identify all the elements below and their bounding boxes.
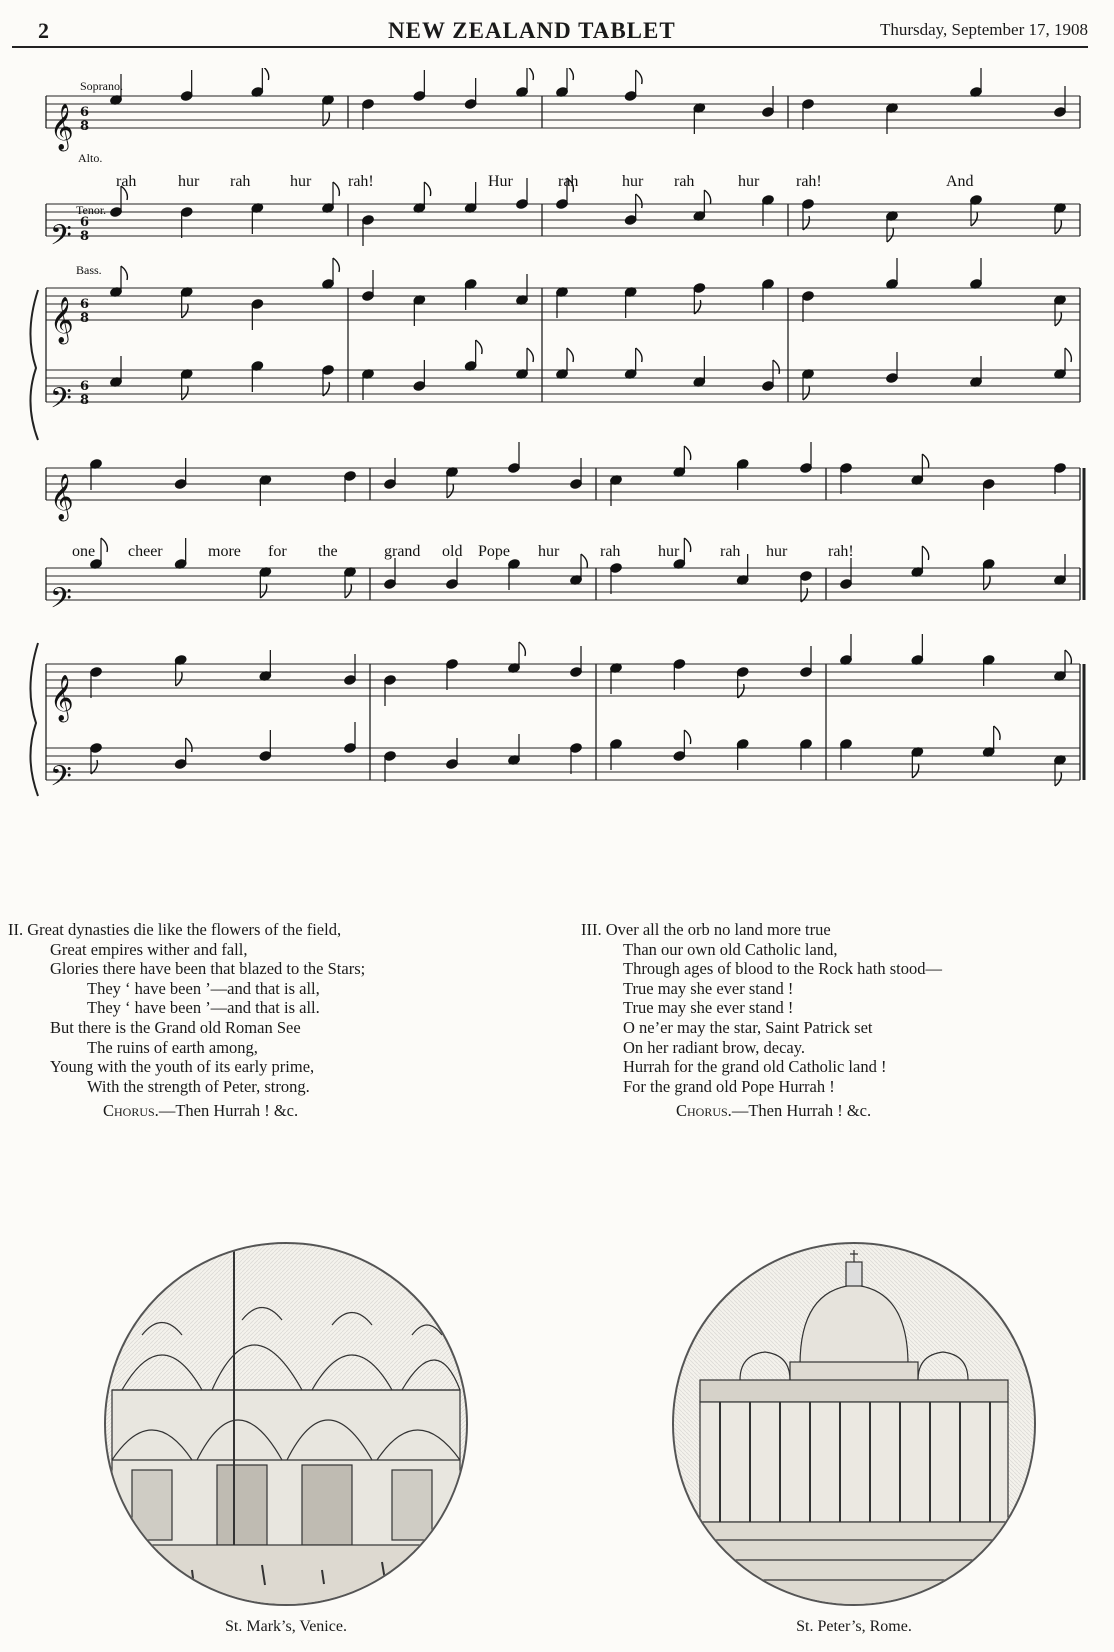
note-flag xyxy=(527,348,533,362)
note-flag xyxy=(333,258,339,272)
note-flag xyxy=(101,538,107,552)
note-flag xyxy=(684,446,690,460)
note-flag xyxy=(1055,772,1061,786)
note-flag xyxy=(333,182,339,196)
treble-clef-icon: 𝄞 xyxy=(50,675,74,721)
lyric-syllable: hur xyxy=(766,543,788,560)
note-flag xyxy=(684,730,690,744)
bass-clef-icon: 𝄢 xyxy=(50,382,72,422)
note-flag xyxy=(476,340,482,354)
note-flag xyxy=(567,348,573,362)
lyric-syllable: Pope xyxy=(478,543,510,560)
note-flag xyxy=(447,484,453,498)
verse-line: Young with the youth of its early prime, xyxy=(50,1057,315,1077)
note-flag xyxy=(887,228,893,242)
lyric-syllable: And xyxy=(946,173,974,190)
lyric-syllable: Hur xyxy=(488,173,513,190)
verse-line: They ‘ have been ’—and that is all. xyxy=(87,998,320,1018)
svg-text:6: 6 xyxy=(80,105,90,120)
lyric-syllable: one xyxy=(72,543,96,560)
clefs xyxy=(50,104,74,800)
lyric-syllable: rah! xyxy=(796,173,822,190)
note-flag xyxy=(971,212,977,226)
note-flag xyxy=(773,360,779,374)
note-flag xyxy=(684,538,690,552)
note-flag xyxy=(704,190,710,204)
note-flag xyxy=(984,576,990,590)
note-flag xyxy=(176,672,182,686)
verse-three xyxy=(581,920,1081,1121)
verse-line: For the grand old Pope Hurrah ! xyxy=(623,1076,835,1096)
note-flag xyxy=(262,68,268,80)
verse-two xyxy=(8,920,508,1121)
bass-clef-icon: 𝄢 xyxy=(50,760,72,800)
verse-line: III. Over all the orb no land more true xyxy=(581,920,831,939)
verse-line: With the strength of Peter, strong. xyxy=(87,1076,310,1096)
note-flag xyxy=(323,112,329,126)
bass-clef-icon: 𝄢 xyxy=(50,219,72,259)
barlines xyxy=(46,96,1084,780)
st-marks-engraving xyxy=(102,1240,470,1608)
masthead-title: NEW ZEALAND TABLET xyxy=(388,18,676,43)
note-flag xyxy=(424,182,430,196)
svg-text:6: 6 xyxy=(80,379,90,394)
note-flag xyxy=(182,304,188,318)
note-flag xyxy=(1055,220,1061,234)
staff-lines xyxy=(46,96,1080,780)
lyric-syllable: hur xyxy=(538,543,560,560)
verse-line: True may she ever stand ! xyxy=(623,998,794,1018)
chorus-line xyxy=(581,1101,1081,1121)
lyric-syllable: the xyxy=(318,543,338,560)
note-flag xyxy=(636,194,642,208)
soprano-label: Soprano. xyxy=(80,79,123,93)
note-flag xyxy=(803,386,809,400)
chorus-text: —Then Hurrah ! &c. xyxy=(158,1101,299,1121)
svg-text:8: 8 xyxy=(80,119,90,134)
chorus-text: —Then Hurrah ! &c. xyxy=(731,1101,872,1121)
lyric-syllable: rah! xyxy=(348,173,374,190)
lyric-syllable: rah! xyxy=(828,543,854,560)
lyric-syllable: rah xyxy=(674,173,695,190)
lyric-syllable: cheer xyxy=(128,543,163,560)
lyric-syllable: hur xyxy=(290,173,312,190)
basilica-illustration xyxy=(670,1240,1038,1608)
note-flag xyxy=(1065,348,1071,362)
lyric-syllable: hur xyxy=(738,173,760,190)
lyric-syllable: hur xyxy=(178,173,200,190)
note-flag xyxy=(519,642,525,656)
note-flag xyxy=(527,68,533,80)
verse-line: Great empires wither and fall, xyxy=(50,939,248,959)
note-flag xyxy=(922,546,928,560)
header-rule xyxy=(12,46,1088,48)
lyric-syllable: grand xyxy=(384,543,421,560)
lyrics-line-2 xyxy=(72,543,854,560)
lyric-syllable: rah xyxy=(116,173,137,190)
lyric-syllable: rah xyxy=(720,543,741,560)
bass-clef-icon: 𝄢 xyxy=(50,582,72,622)
lyric-syllable: rah xyxy=(558,173,579,190)
verse-line: O ne’er may the star, Saint Patrick set xyxy=(623,1017,873,1037)
note-flag xyxy=(912,764,918,778)
verse-line: Hurrah for the grand old Catholic land ! xyxy=(623,1057,887,1077)
note-flag xyxy=(186,738,192,752)
chorus-label: Chorus. xyxy=(103,1101,159,1121)
lyric-syllable: hur xyxy=(658,543,680,560)
treble-clef-icon: 𝄞 xyxy=(50,297,74,343)
note-flag xyxy=(922,454,928,468)
note-flag xyxy=(994,726,1000,740)
note-flag xyxy=(567,68,573,80)
svg-text:8: 8 xyxy=(80,393,90,408)
verse-line: On her radiant brow, decay. xyxy=(623,1037,806,1057)
bass-label: Bass. xyxy=(76,263,102,277)
st-peters-caption: St. Peter’s, Rome. xyxy=(796,1618,912,1635)
verse-line: II. Great dynasties die like the flowers of the field, xyxy=(8,920,342,939)
svg-text:6: 6 xyxy=(80,215,90,230)
verse-line: They ‘ have been ’—and that is all, xyxy=(87,978,320,998)
verse-line: Glories there have been that blazed to the Stars; xyxy=(50,959,366,979)
lyric-syllable: old xyxy=(442,543,463,560)
note-flag xyxy=(345,584,351,598)
note-flag xyxy=(636,348,642,362)
treble-clef-icon: 𝄞 xyxy=(50,104,74,150)
lyric-syllable: hur xyxy=(622,173,644,190)
st-peters-engraving xyxy=(670,1240,1038,1608)
note-flag xyxy=(636,70,642,84)
lyric-syllable: for xyxy=(268,543,287,560)
treble-clef-icon: 𝄞 xyxy=(50,474,74,520)
verse-line: Through ages of blood to the Rock hath stood— xyxy=(623,959,942,979)
svg-text:8: 8 xyxy=(80,311,90,326)
note-flag xyxy=(1055,312,1061,326)
tenor-label: Tenor. xyxy=(76,203,107,217)
chorus-line xyxy=(8,1101,508,1121)
note-flag xyxy=(1065,650,1071,664)
note-flag xyxy=(182,386,188,400)
page-number: 2 xyxy=(38,18,49,43)
verse-line: But there is the Grand old Roman See xyxy=(50,1017,301,1037)
piano-braces xyxy=(30,290,38,796)
music-score xyxy=(28,68,1086,848)
score-notation xyxy=(28,68,1086,848)
lyric-syllable: rah xyxy=(230,173,251,190)
verse-line: Than our own old Catholic land, xyxy=(623,939,838,959)
basilica-illustration xyxy=(102,1240,470,1608)
svg-text:8: 8 xyxy=(80,229,90,244)
verse-line: The ruins of earth among, xyxy=(87,1037,258,1057)
issue-date: Thursday, September 17, 1908 xyxy=(879,20,1088,39)
note-flag xyxy=(581,554,587,568)
st-marks-caption: St. Mark’s, Venice. xyxy=(225,1618,347,1635)
lyric-syllable: more xyxy=(208,543,241,560)
chorus-label: Chorus. xyxy=(676,1101,732,1121)
alto-label: Alto. xyxy=(78,151,103,165)
note-flag xyxy=(260,584,266,598)
note-flag xyxy=(121,266,127,280)
page-header xyxy=(12,14,1088,48)
lyric-syllable: rah xyxy=(600,543,621,560)
lyrics-line-1 xyxy=(116,173,974,190)
svg-text:6: 6 xyxy=(80,297,90,312)
verse-line: True may she ever stand ! xyxy=(623,978,794,998)
